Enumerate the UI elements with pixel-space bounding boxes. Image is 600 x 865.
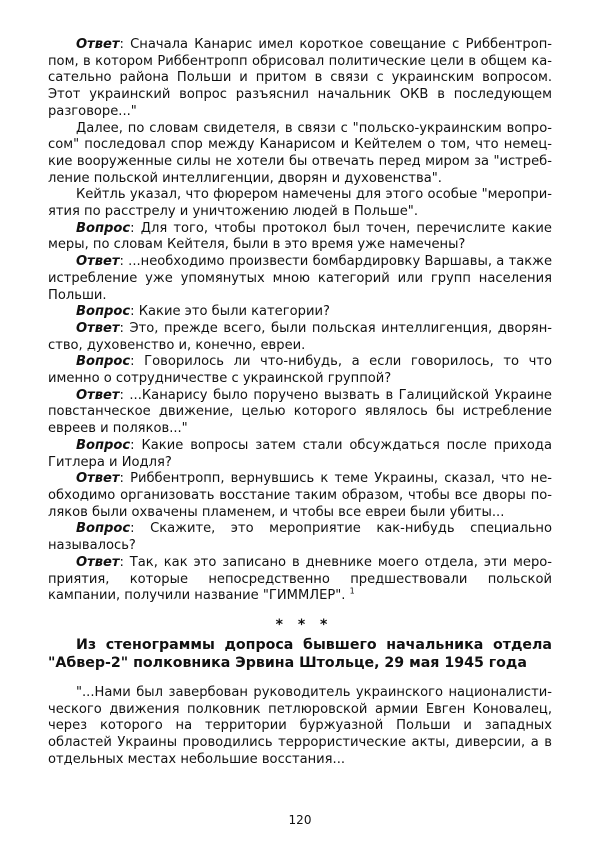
paragraph xyxy=(48,304,552,321)
paragraph-text: : Сначала Канарис имел короткое совещание с Риббентроппом, в котором Риббентропп обрисовал политические цели в общем касательно района Польши и притом в связи с украинским вопросом. Этот украинский вопрос разъяснил начальник ОКВ в последующем разговоре..." xyxy=(48,37,552,119)
paragraph-text: : Так, как это записано в дневнике моего отдела, эти мероприятия, которые непосредственно предшествовали польской кампании, получили название "ГИММЛЕР". xyxy=(48,554,552,604)
paragraph-text: : Риббентропп, вернувшись к теме Украины, сказал, что необходимо организовать восстание таким образом, чтобы все дворы поляков были охвачены пламенем, и чтобы все евреи были убиты... xyxy=(48,471,552,520)
paragraph xyxy=(48,354,552,387)
speaker-label: Вопрос xyxy=(76,354,131,370)
paragraph-text: "...Нами был завербован руководитель украинского националистического движения полковник петлюровской армии Евген Коновалец, через которого на территории буржуазной Польши и западных областей Украины проводились террористические акты, диверсии, а в отдельных местах небольшие восстания... xyxy=(48,684,552,767)
speaker-label: Ответ xyxy=(76,554,120,570)
page-text xyxy=(48,37,552,768)
paragraph xyxy=(48,438,552,471)
speaker-label: Вопрос xyxy=(76,220,131,236)
speaker-label: Ответ xyxy=(76,37,120,52)
paragraph xyxy=(48,685,552,769)
paragraph-text: : ...необходимо произвести бомбардировку Варшавы, а также истребление уже упомянутых мною категорий или групп населения Польши. xyxy=(48,254,552,303)
paragraph-text: Далее, по словам свидетеля, в связи с "польско-украинским вопросом" последовал спор между Канарисом и Кейтелем о том, что немецкие вооруженные силы не хотели бы отвечать перед миром за "истребление польской интеллигенции, дворян и духовенства". xyxy=(48,120,552,186)
speaker-label: Ответ xyxy=(76,320,120,336)
page-number: 120 xyxy=(288,813,312,827)
speaker-label: Ответ xyxy=(76,471,120,487)
paragraph xyxy=(48,187,552,220)
paragraph xyxy=(48,254,552,304)
paragraph-text: : ...Канарису было поручено вызвать в Галицийской Украине повстанческое движение, целью которого являлось бы истребление евреев и поляков..." xyxy=(48,387,552,437)
paragraph-text: : Скажите, это мероприятие как-нибудь специально называлось? xyxy=(48,521,552,554)
paragraph-text: : Какие это были категории? xyxy=(130,304,330,320)
paragraph xyxy=(48,221,552,254)
paragraph xyxy=(48,121,552,188)
paragraph xyxy=(48,321,552,354)
paragraph-text: : Говорилось ли что-нибудь, а если говорилось, то что именно о сотрудничестве с украинской группой? xyxy=(48,354,552,387)
speaker-label: Вопрос xyxy=(76,304,131,320)
paragraph xyxy=(48,555,552,605)
paragraph-text: Кейтль указал, что фюрером намечены для этого особые "мероприятия по расстрелу и уничтожению людей в Польше". xyxy=(48,187,552,220)
speaker-label: Вопрос xyxy=(76,437,131,453)
paragraph xyxy=(48,37,552,121)
paragraph xyxy=(48,471,552,521)
paragraph-text: : Это, прежде всего, были польская интеллигенция, дворянство, духовенство и, конечно, евреи. xyxy=(48,320,552,353)
section-heading: Из стенограммы допроса бывшего начальника отдела "Абвер-2" полковника Эрвина Штольце, 29 мая 1945 года xyxy=(48,636,552,671)
paragraph xyxy=(48,388,552,438)
paragraph-text: : Для того, чтобы протокол был точен, перечислите какие меры, по словам Кейтеля, были в это время уже намечены? xyxy=(48,220,552,253)
speaker-label: Ответ xyxy=(76,254,120,270)
footnote-marker: 1 xyxy=(349,586,355,596)
section-separator: * * * xyxy=(275,616,333,633)
paragraph xyxy=(48,521,552,554)
speaker-label: Ответ xyxy=(76,387,120,403)
paragraph-text: : Какие вопросы затем стали обсуждаться после прихода Гитлера и Иодля? xyxy=(48,437,552,470)
speaker-label: Вопрос xyxy=(76,521,131,537)
